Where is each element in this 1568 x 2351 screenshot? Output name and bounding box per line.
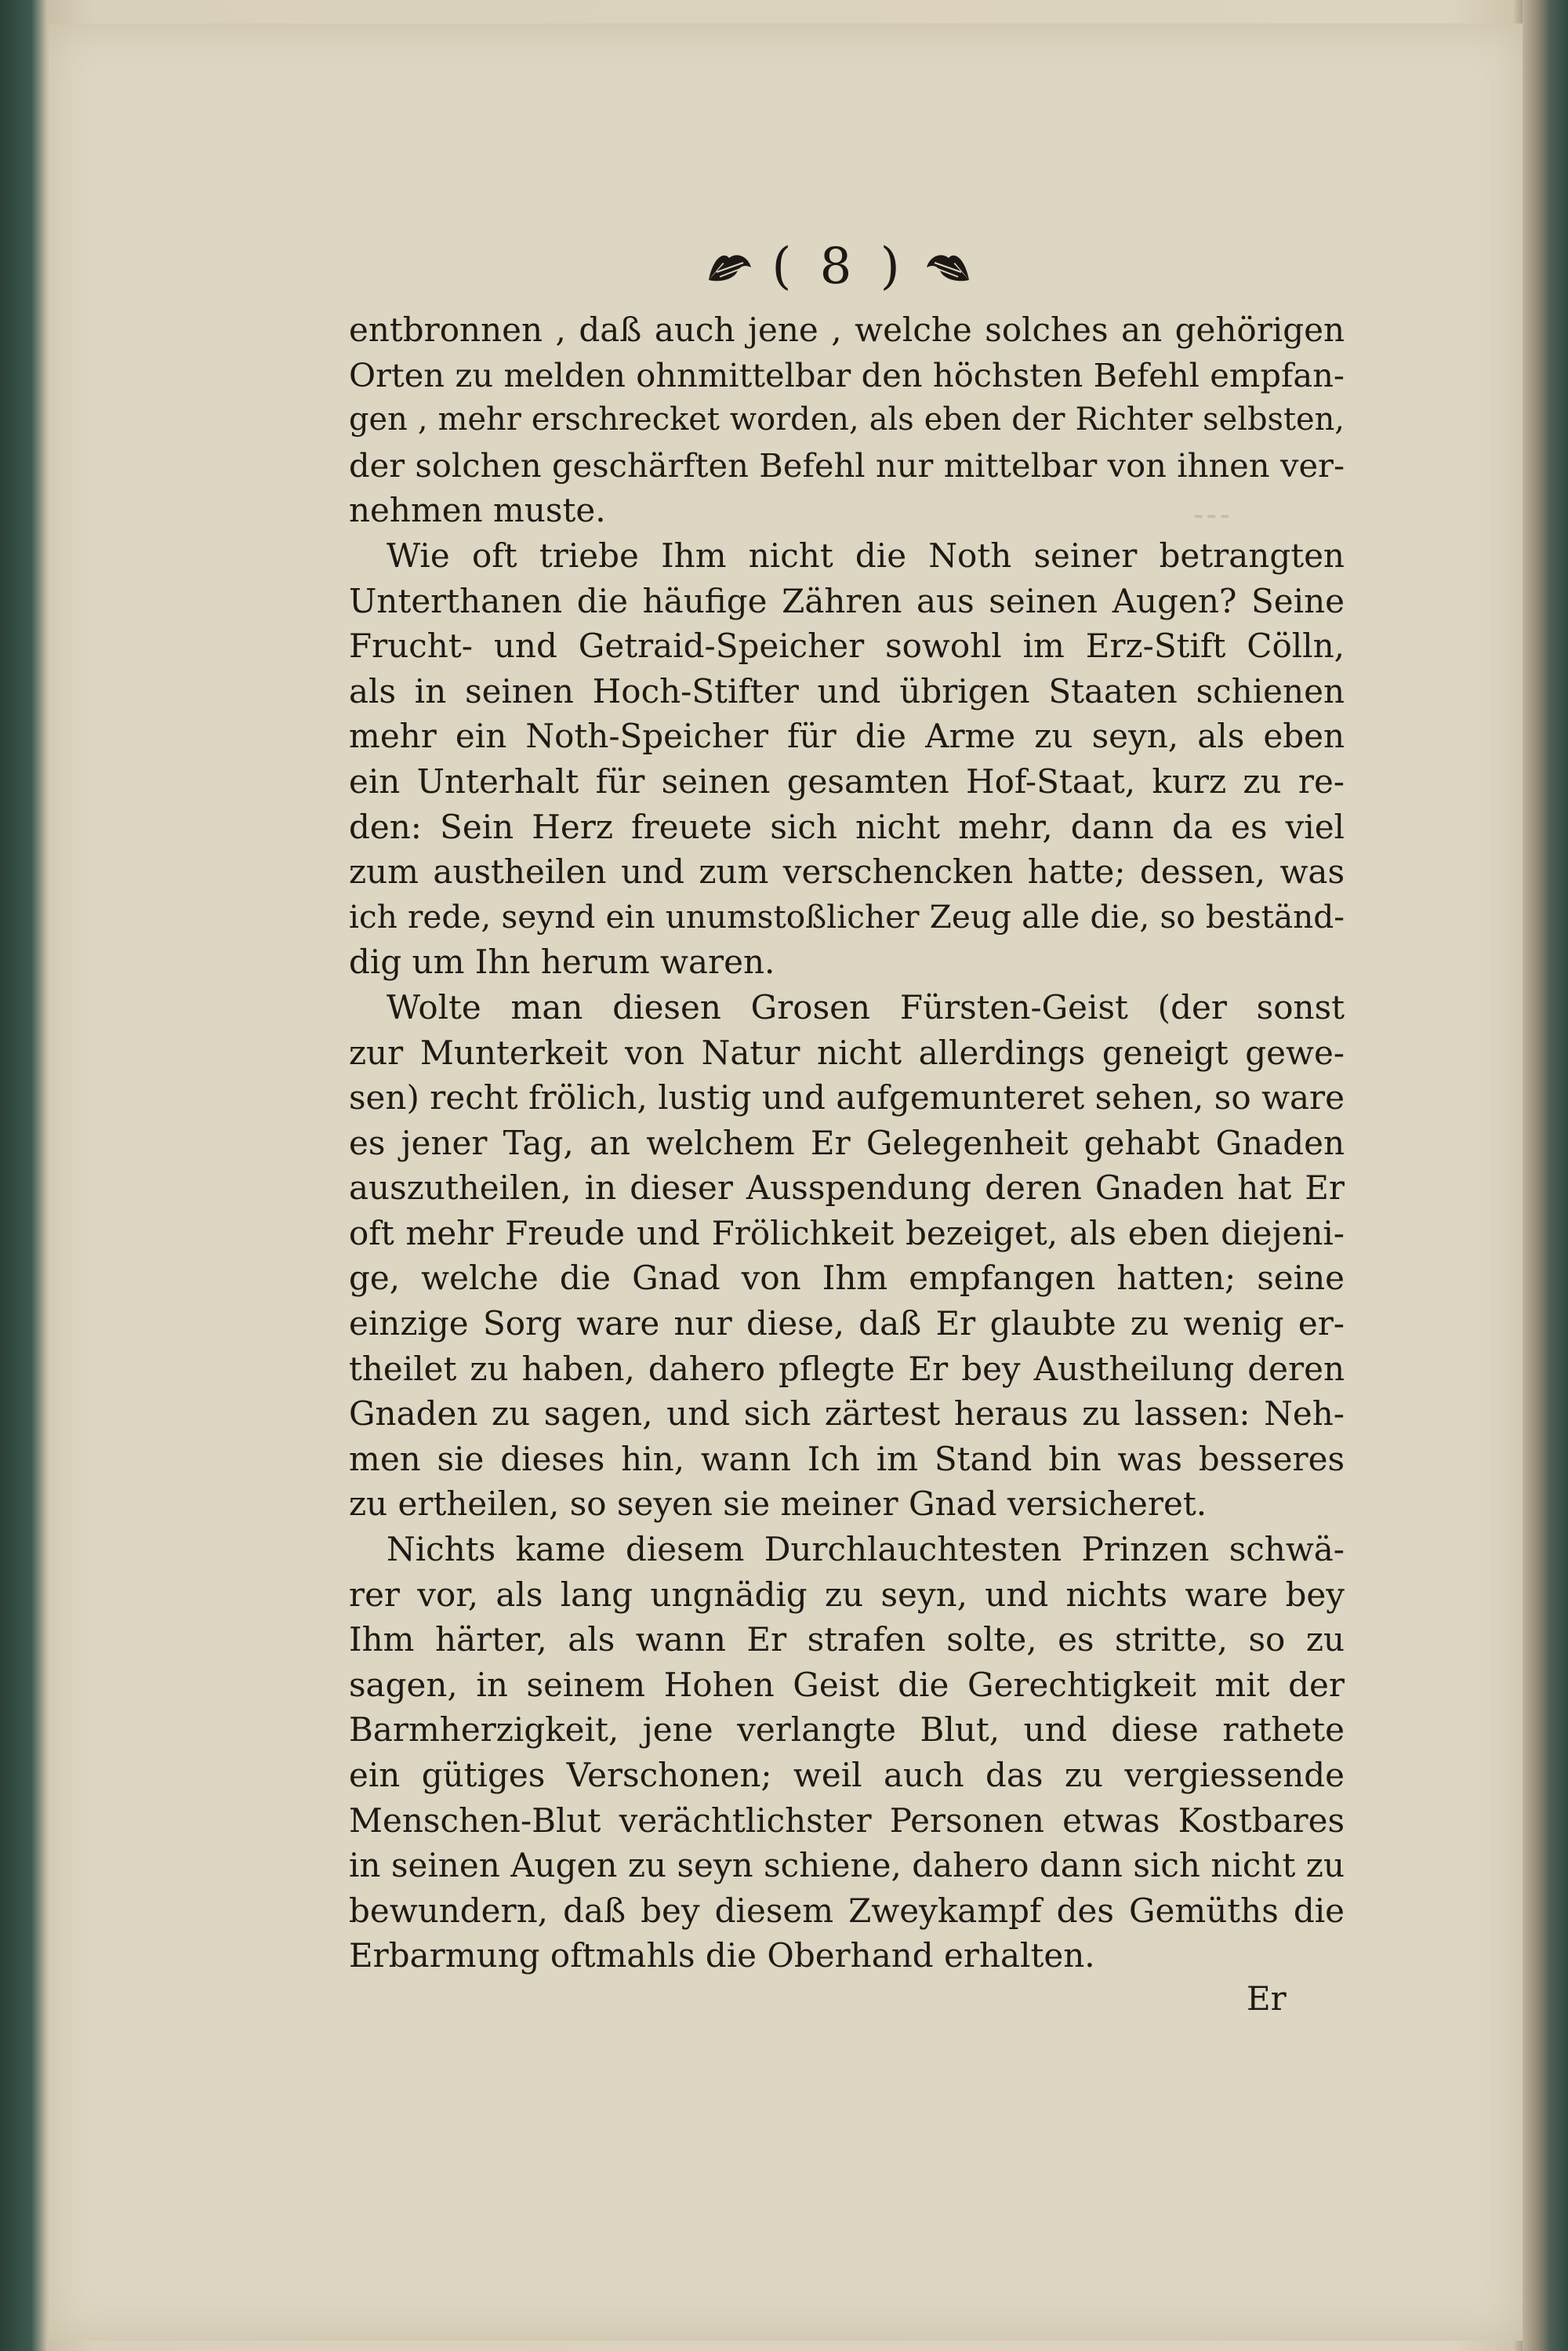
left-ornament-icon <box>706 249 754 285</box>
paragraph-2 <box>349 533 1345 985</box>
text-line: Frucht- und Getraid-Speicher sowohl im Erz-Stift Cölln, <box>349 627 1345 666</box>
text-line: auszutheilen, in dieser Ausspendung deren Gnaden hat Er <box>349 1168 1345 1208</box>
page-number: ( 8 ) <box>771 238 906 296</box>
text-line: ich rede, seynd ein unumstoßlicher Zeug alle die, so beständ- <box>349 897 1345 936</box>
text-line: Nichts kame diesem Durchlauchtesten Prinzen schwä- <box>387 1530 1345 1569</box>
text-line: einzige Sorg ware nur diese, daß Er glaubte zu wenig er- <box>349 1304 1345 1343</box>
text-line: Erbarmung oftmahls die Oberhand erhalten. <box>349 1936 1095 1975</box>
text-line: sagen, in seinem Hohen Geist die Gerechtigkeit mit der <box>349 1665 1345 1704</box>
text-line: nehmen muste. <box>349 491 606 530</box>
text-line: ein gütiges Verschonen; weil auch das zu vergiessende <box>349 1756 1345 1794</box>
text-line: mehr ein Noth-Speicher für die Arme zu seyn, als eben <box>349 717 1345 756</box>
text-line: Unterthanen die häufige Zähren aus seinen Augen? Seine <box>349 581 1345 620</box>
text-line: entbronnen , daß auch jene , welche solches an gehörigen <box>349 311 1345 349</box>
text-line: Ihm härter, als wann Er strafen solte, es stritte, so zu <box>349 1620 1345 1659</box>
text-line: es jener Tag, an welchem Er Gelegenheit gehabt Gnaden <box>349 1123 1345 1162</box>
text-line: den: Sein Herz freuete sich nicht mehr, dann da es viel <box>349 807 1345 846</box>
body-text <box>349 307 1345 1979</box>
text-line: in seinen Augen zu seyn schiene, dahero dann sich nicht zu <box>349 1846 1345 1885</box>
text-line: men sie dieses hin, wann Ich im Stand bin was besseres <box>349 1439 1345 1478</box>
text-line: Orten zu melden ohnmittelbar den höchsten Befehl empfan- <box>349 355 1345 394</box>
text-line: der solchen geschärften Befehl nur mittelbar von ihnen ver- <box>349 445 1345 485</box>
text-line: zum austheilen und zum verschencken hatte; dessen, was <box>349 852 1345 892</box>
catchword: Er <box>1247 1979 1287 2018</box>
paragraph-4 <box>349 1527 1345 1979</box>
text-line: gen , mehr erschrecket worden, als eben der Richter selbsten, <box>349 402 1345 438</box>
adjacent-page-edge <box>1523 0 1568 2351</box>
text-line: Wolte man diesen Grosen Fürsten-Geist (der sonst <box>387 987 1345 1027</box>
text-line: ein Unterhalt für seinen gesamten Hof-Staat, kurz zu re- <box>349 761 1345 801</box>
text-line: Gnaden zu sagen, und sich zärtest heraus zu lassen: Neh- <box>349 1394 1345 1433</box>
text-line: oft mehr Freude und Frölichkeit bezeiget, als eben diejeni- <box>349 1213 1345 1252</box>
text-line: ge, welche die Gnad von Ihm empfangen hatten; seine <box>349 1259 1345 1298</box>
text-line: Barmherzigkeit, jene verlangte Blut, und diese rathete <box>349 1710 1345 1750</box>
text-line: sen) recht frölich, lustig und aufgemunteret sehen, so ware <box>349 1078 1345 1117</box>
text-line: rer vor, als lang ungnädig zu seyn, und nichts ware bey <box>349 1575 1345 1614</box>
page-header <box>674 235 1004 298</box>
text-line: Menschen-Blut verächtlichster Personen etwas Kostbares <box>349 1800 1345 1840</box>
text-line: zur Munterkeit von Natur nicht allerdings geneigt gewe- <box>349 1033 1345 1072</box>
paragraph-3 <box>349 985 1345 1527</box>
paragraph-1 <box>349 307 1345 533</box>
text-line: bewundern, daß bey diesem Zweykampf des Gemüths die <box>349 1891 1345 1930</box>
text-line: zu ertheilen, so seyen sie meiner Gnad versicheret. <box>349 1484 1207 1524</box>
text-line: theilet zu haben, dahero pflegte Er bey Austheilung deren <box>349 1349 1345 1388</box>
right-ornament-icon <box>924 249 972 285</box>
show-through-text: ⁃⁃⁃ <box>1192 502 1232 533</box>
text-line: Wie oft triebe Ihm nicht die Noth seiner betrangten <box>387 536 1345 575</box>
text-line: dig um Ihn herum waren. <box>349 943 775 982</box>
text-line: als in seinen Hoch-Stifter und übrigen Staaten schienen <box>349 671 1345 710</box>
